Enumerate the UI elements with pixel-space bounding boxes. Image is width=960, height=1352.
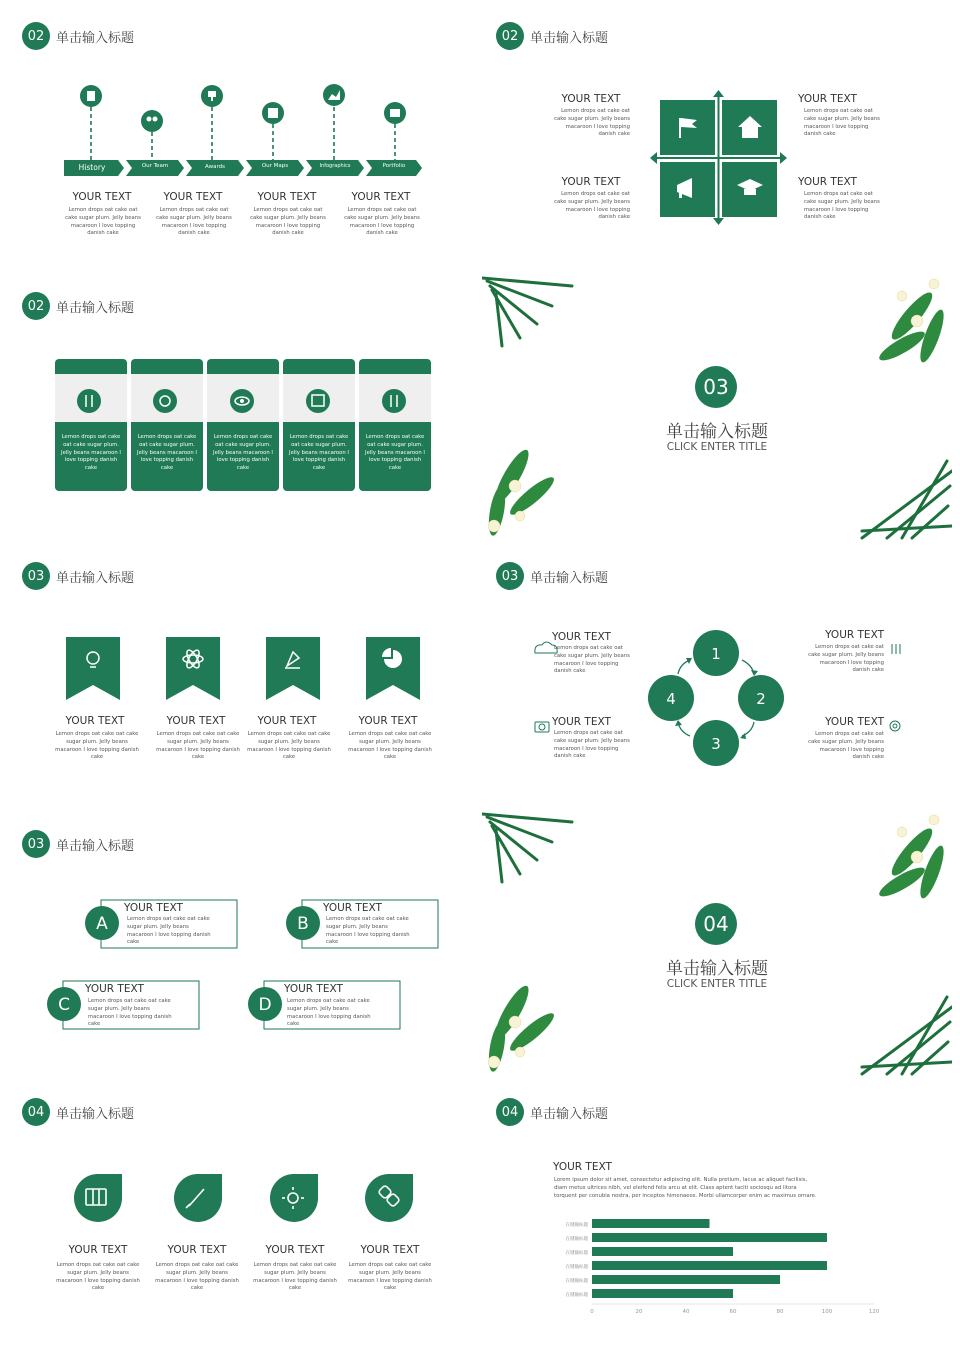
slide-quadrants	[474, 0, 948, 264]
category-label: 在键输标题	[565, 1223, 588, 1228]
cards-graphic	[0, 270, 474, 534]
step-label-maps: Our Maps	[261, 163, 289, 169]
section-title: 单击输入标题	[56, 838, 135, 854]
step-label-infographics: Infographics	[319, 163, 351, 169]
heading-1: YOUR TEXT	[65, 715, 125, 727]
bar	[592, 1261, 827, 1270]
gear-icon	[890, 721, 900, 731]
section-number: 02	[22, 22, 50, 50]
body-a: Lemon drops oat cake oat cake sugar plum. Jelly beans macaroon I love topping danish cake	[127, 916, 211, 946]
body-tr: Lemon drops oat cake oat cake sugar plum. Jelly beans macaroon I love topping danish cake	[808, 644, 884, 674]
droplet-graphic	[0, 1076, 474, 1340]
category-label: 在键输标题	[565, 1293, 588, 1298]
section-number-circle	[695, 903, 737, 945]
heading-1: YOUR TEXT	[68, 1244, 128, 1256]
section-number: 03	[703, 375, 729, 399]
tools-icon	[382, 389, 406, 413]
body-4: Lemon drops oat cake oat cake sugar plum. Jelly beans macaroon I love topping danish cake	[344, 207, 420, 237]
slide-bookmarks	[0, 540, 474, 804]
heading-bl: YOUR TEXT	[552, 716, 611, 728]
slide-divider-03	[482, 276, 952, 540]
slide-cards	[0, 270, 474, 534]
body-4: Lemon drops oat cake oat cake sugar plum. Jelly beans macaroon I love topping danish cake	[348, 1262, 432, 1292]
body-3: Lemon drops oat cake oat cake sugar plum. Jelly beans macaroon I love topping danish cake	[253, 1262, 337, 1292]
letter-a: A	[96, 914, 108, 934]
section-title: 单击输入标题	[530, 30, 609, 46]
body-br: Lemon drops oat cake oat cake sugar plum. Jelly beans macaroon I love topping danish cake	[808, 731, 884, 761]
section-number: 04	[22, 1098, 50, 1126]
section-title: 单击输入标题	[530, 1106, 609, 1122]
section-title: 单击输入标题	[56, 30, 135, 46]
chart-icon	[323, 84, 345, 106]
heading-a: YOUR TEXT	[124, 902, 183, 914]
cycle-label-2: 2	[756, 690, 766, 708]
section-title: 单击输入标题	[56, 1106, 135, 1122]
team-icon	[141, 110, 163, 132]
heading-4: YOUR TEXT	[351, 191, 411, 203]
heading-2: YOUR TEXT	[167, 1244, 227, 1256]
cycle-label-3: 3	[711, 735, 721, 753]
slide-droplets	[0, 1076, 474, 1340]
heading-tl: YOUR TEXT	[552, 631, 611, 643]
bar-chart	[474, 1076, 948, 1340]
x-tick-label: 40	[682, 1309, 690, 1315]
section-number: 03	[496, 562, 524, 590]
section-number: 02	[22, 292, 50, 320]
body-3: Lemon drops oat cake oat cake sugar plum. Jelly beans macaroon I love topping danish cake	[247, 731, 331, 761]
heading-tl: YOUR TEXT	[561, 93, 621, 105]
heading-br: YOUR TEXT	[798, 176, 857, 188]
heading-d: YOUR TEXT	[284, 983, 343, 995]
heading-b: YOUR TEXT	[323, 902, 382, 914]
divider-title: 单击输入标题	[666, 959, 768, 979]
cycle-label-1: 1	[711, 645, 721, 663]
card-text-4: Lemon drops oat cake oat cake sugar plum. Jelly beans macaroon I love topping danish cake	[289, 434, 349, 472]
heading-bl: YOUR TEXT	[561, 176, 621, 188]
camera-icon	[535, 722, 549, 732]
bar	[592, 1219, 710, 1228]
divider-subtitle: CLICK ENTER TITLE	[666, 441, 768, 453]
body-bl: Lemon drops oat cake oat cake sugar plum. Jelly beans macaroon I love topping danish cake	[554, 191, 630, 221]
section-number: 02	[496, 22, 524, 50]
slide-cycle	[474, 540, 948, 804]
section-number: 03	[22, 830, 50, 858]
heading-tr: YOUR TEXT	[798, 93, 857, 105]
heading-4: YOUR TEXT	[358, 715, 418, 727]
section-number: 04	[703, 912, 729, 936]
heading-c: YOUR TEXT	[85, 983, 144, 995]
section-number-circle	[695, 366, 737, 408]
heading-4: YOUR TEXT	[360, 1244, 420, 1256]
section-number: 04	[496, 1098, 524, 1126]
calendar-icon	[306, 389, 330, 413]
heading-1: YOUR TEXT	[72, 191, 132, 203]
card-text-1: Lemon drops oat cake oat cake sugar plum. Jelly beans macaroon I love topping danish cake	[61, 434, 121, 472]
divider-subtitle: CLICK ENTER TITLE	[666, 978, 768, 990]
body-4: Lemon drops oat cake oat cake sugar plum. Jelly beans macaroon I love topping danish cake	[348, 731, 432, 761]
letter-b: B	[297, 914, 309, 934]
step-label-team: Our Team	[141, 163, 169, 169]
section-title: 单击输入标题	[56, 570, 135, 586]
heading-br: YOUR TEXT	[825, 716, 884, 728]
heading-2: YOUR TEXT	[166, 715, 226, 727]
body-1: Lemon drops oat cake oat cake sugar plum. Jelly beans macaroon I love topping danish cake	[65, 207, 141, 237]
x-tick-label: 20	[635, 1309, 643, 1315]
section-number: 03	[22, 562, 50, 590]
bookmark-graphic	[0, 540, 474, 804]
heading-3: YOUR TEXT	[257, 191, 317, 203]
tools-icon	[892, 644, 900, 654]
x-tick-label: 60	[729, 1309, 737, 1315]
bar	[592, 1247, 733, 1256]
bar	[592, 1275, 780, 1284]
body-b: Lemon drops oat cake oat cake sugar plum. Jelly beans macaroon I love topping danish cake	[326, 916, 410, 946]
tools-icon	[77, 389, 101, 413]
x-tick-label: 0	[590, 1309, 594, 1315]
leaf-decoration	[482, 276, 952, 540]
step-label-portfolio: Portfolio	[382, 163, 406, 169]
heading-tr: YOUR TEXT	[825, 629, 884, 641]
category-label: 在键输标题	[565, 1237, 588, 1242]
body-d: Lemon drops oat cake oat cake sugar plum. Jelly beans macaroon I love topping danish cake	[287, 998, 371, 1028]
step-label-awards: Awards	[205, 164, 225, 170]
section-title: 单击输入标题	[56, 300, 135, 316]
section-title: 单击输入标题	[530, 570, 609, 586]
step-label-history: History	[78, 163, 106, 172]
refresh-icon	[153, 389, 177, 413]
x-tick-label: 100	[821, 1309, 833, 1315]
body-br: Lemon drops oat cake oat cake sugar plum. Jelly beans macaroon I love topping danish cake	[804, 191, 880, 221]
body-2: Lemon drops oat cake oat cake sugar plum. Jelly beans macaroon I love topping danish cake	[156, 731, 240, 761]
x-tick-label: 120	[868, 1309, 880, 1315]
slide-divider-04	[482, 812, 952, 1076]
heading-2: YOUR TEXT	[163, 191, 223, 203]
body-2: Lemon drops oat cake oat cake sugar plum. Jelly beans macaroon I love topping danish cake	[155, 1262, 239, 1292]
slide-bar-chart	[474, 1076, 948, 1340]
category-label: 在键输标题	[565, 1265, 588, 1270]
heading-3: YOUR TEXT	[265, 1244, 325, 1256]
x-tick-label: 80	[776, 1309, 784, 1315]
body-1: Lemon drops oat cake oat cake sugar plum. Jelly beans macaroon I love topping danish cake	[56, 1262, 140, 1292]
letter-d: D	[258, 995, 272, 1015]
slide-abcd	[0, 808, 474, 1072]
divider-title: 单击输入标题	[666, 422, 768, 442]
card-text-3: Lemon drops oat cake oat cake sugar plum. Jelly beans macaroon I love topping danish cake	[213, 434, 273, 472]
body-2: Lemon drops oat cake oat cake sugar plum. Jelly beans macaroon I love topping danish cake	[156, 207, 232, 237]
body-tr: Lemon drops oat cake oat cake sugar plum. Jelly beans macaroon I love topping danish cake	[804, 108, 880, 138]
heading-3: YOUR TEXT	[257, 715, 317, 727]
slide-timeline	[0, 0, 474, 264]
cycle-label-4: 4	[666, 690, 676, 708]
body-tl: Lemon drops oat cake oat cake sugar plum. Jelly beans macaroon I love topping danish cake	[554, 108, 630, 138]
bar	[592, 1289, 733, 1298]
category-label: 在键输标题	[565, 1251, 588, 1256]
body-c: Lemon drops oat cake oat cake sugar plum. Jelly beans macaroon I love topping danish cake	[88, 998, 172, 1028]
category-label: 在键输标题	[565, 1279, 588, 1284]
card-text-2: Lemon drops oat cake oat cake sugar plum. Jelly beans macaroon I love topping danish cake	[137, 434, 197, 472]
chart-heading: YOUR TEXT	[553, 1161, 612, 1173]
bar	[592, 1233, 827, 1242]
chart-paragraph: Lorem ipsum dolor sit amet, consectetur adipiscing elit. Nulla pretium, lacus ac aliquet facilisis, diam metus ultrices nibh, vel eleifend felis arcu at elit. Class aptent taciti sociosqu ad litora torquent per conubia nostra, per inceptos himenaeos. Morbi ullamcorper enim ac maximus ornare.	[554, 1177, 817, 1199]
body-bl: Lemon drops oat cake oat cake sugar plum. Jelly beans macaroon I love topping danish cake	[554, 730, 630, 760]
body-1: Lemon drops oat cake oat cake sugar plum. Jelly beans macaroon I love topping danish cake	[55, 731, 139, 761]
body-3: Lemon drops oat cake oat cake sugar plum. Jelly beans macaroon I love topping danish cake	[250, 207, 326, 237]
card-text-5: Lemon drops oat cake oat cake sugar plum. Jelly beans macaroon I love topping danish cake	[365, 434, 425, 472]
body-tl: Lemon drops oat cake oat cake sugar plum. Jelly beans macaroon I love topping danish cake	[554, 645, 630, 675]
letter-c: C	[58, 995, 70, 1015]
